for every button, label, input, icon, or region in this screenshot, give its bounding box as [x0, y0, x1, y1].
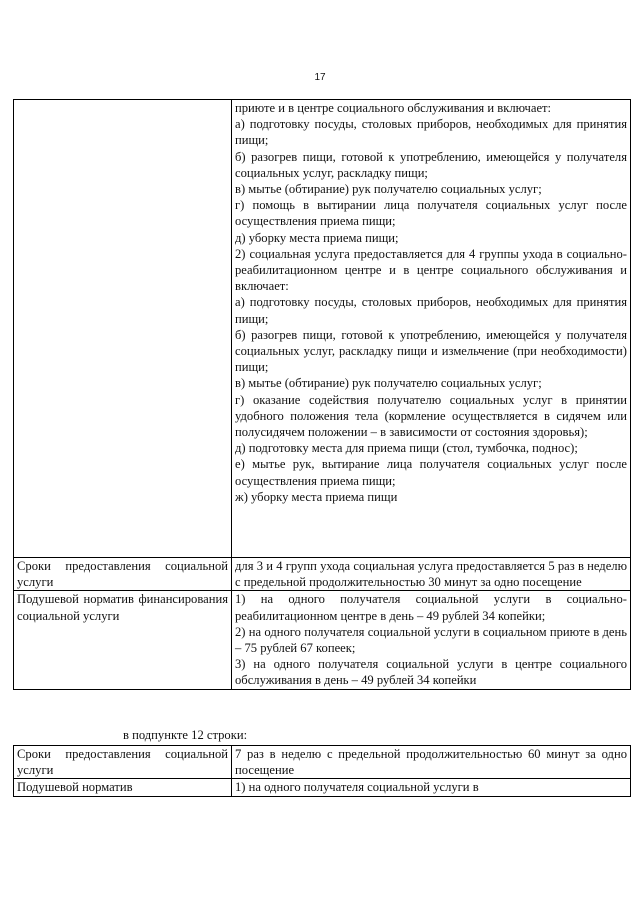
description-line: в) мытье (обтирание) рук получателю социальных услуг; — [235, 182, 542, 197]
description-line: д) уборку места приема пищи; — [235, 230, 399, 245]
table-row — [14, 779, 631, 796]
services-table-continued — [13, 99, 631, 690]
service-description-cell — [232, 100, 631, 558]
table-row — [14, 100, 631, 558]
row-label-per-capita-norm: Подушевой норматив — [14, 779, 232, 796]
per-capita-norm-value: 1) на одного получателя социальной услуги в — [232, 779, 631, 796]
description-line: а) подготовку посуды, столовых приборов, необходимых для принятия пищи; — [235, 295, 627, 326]
description-line: г) помощь в вытирании лица получателя социальных услуг после осуществления приема пищи; — [235, 198, 627, 229]
row-label-service-terms: Сроки предоставления социальной услуги — [14, 746, 232, 779]
norm-line: 2) на одного получателя социальной услуги в социальном приюте в день – 75 рублей 67 копеек; — [235, 624, 627, 656]
description-line: 2) социальная услуга предоставляется для 4 группы ухода в социально-реабилитационном центре и в центре социального обслуживания и включает: — [235, 246, 627, 294]
per-capita-norm-value — [232, 591, 631, 689]
table-row — [14, 558, 631, 591]
description-line: приюте и в центре социального обслуживания и включает: — [235, 101, 552, 115]
description-line: б) разогрев пищи, готовой к употреблению, имеющейся у получателя социальных услуг, раскладку пищи; — [235, 149, 627, 180]
page-number: 17 — [314, 72, 326, 83]
row-label-service-terms: Сроки предоставления социальной услуги — [14, 558, 232, 591]
service-terms-value: 7 раз в неделю с предельной продолжительностью 60 минут за одно посещение — [232, 746, 631, 779]
subsection-heading: в подпункте 12 строки: — [123, 728, 248, 742]
table-row — [14, 591, 631, 689]
row-label-empty — [14, 100, 232, 558]
description-line: а) подготовку посуды, столовых приборов, необходимых для принятия пищи; — [235, 117, 627, 148]
service-terms-value: для 3 и 4 групп ухода социальная услуга предоставляется 5 раз в неделю с предельной продолжительностью 30 минут за одно посещение — [232, 558, 631, 591]
norm-line: 1) на одного получателя социальной услуги в социально-реабилитационном центре в день – 49 рублей 34 копейки; — [235, 592, 627, 623]
description-line: е) мытье рук, вытирание лица получателя социальных услуг после осуществления приема пищи; — [235, 457, 627, 488]
description-line: д) подготовку места для приема пищи (стол, тумбочка, поднос); — [235, 441, 578, 456]
description-line: б) разогрев пищи, готовой к употреблению, имеющейся у получателя социальных услуг, раскладку пищи и измельчение (при необходимости) пищи; — [235, 327, 627, 375]
description-line: в) мытье (обтирание) рук получателю социальных услуг; — [235, 376, 542, 391]
description-line: ж) уборку места приема пищи — [235, 489, 398, 504]
norm-line: 3) на одного получателя социальной услуги в центре социального обслуживания в день – 49 рублей 34 копейки — [235, 657, 627, 688]
table-row — [14, 746, 631, 779]
services-table-subpoint-12 — [13, 745, 631, 797]
description-line: г) оказание содействия получателю социальных услуг в принятии удобного положения тела (кормление осуществляется в сидячем или полусидячем положении – в зависимости от состояния здоровья); — [235, 392, 627, 440]
row-label-per-capita-norm: Подушевой норматив финансирования социальной услуги — [14, 591, 232, 689]
